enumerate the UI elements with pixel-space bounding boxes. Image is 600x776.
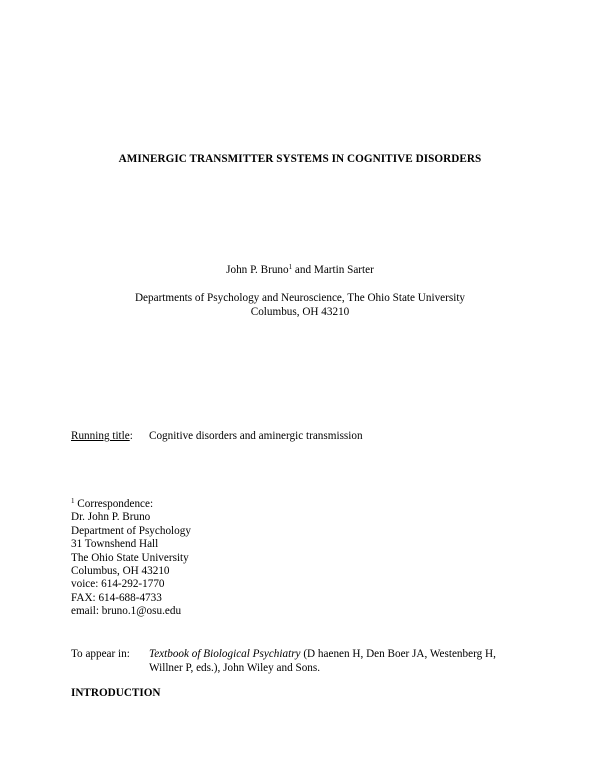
author-name-sarter: and Martin Sarter (294, 264, 374, 276)
editors-text: (D haenen H, Den Boer JA, Westenberg H, (303, 648, 496, 660)
running-title-label: Running title (71, 430, 130, 442)
to-appear-citation-line-2: Willner P, eds.), John Wiley and Sons. (149, 662, 321, 674)
correspondence-line: 31 Townshend Hall (71, 538, 159, 551)
correspondence-block (71, 497, 191, 618)
to-appear-label: To appear in: (71, 648, 130, 660)
correspondence-label: Correspondence: (77, 498, 154, 510)
footnote-marker: 1 (288, 263, 293, 271)
correspondence-line: FAX: 614-688-4733 (71, 591, 162, 604)
author-name-bruno: John P. Bruno (226, 264, 289, 276)
affiliation-line-1: Departments of Psychology and Neuroscience, The Ohio State University (134, 292, 466, 304)
correspondence-line: Columbus, OH 43210 (71, 564, 170, 577)
correspondence-line: Department of Psychology (71, 524, 191, 537)
correspondence-email: email: bruno.1@osu.edu (71, 605, 182, 618)
correspondence-line: Dr. John P. Bruno (71, 511, 151, 524)
to-appear-citation-line-1 (149, 647, 496, 661)
running-title-row (71, 429, 133, 443)
correspondence-marker: 1 (71, 497, 75, 505)
paper-title: AMINERGIC TRANSMITTER SYSTEMS IN COGNITIVE DISORDERS (118, 153, 482, 165)
correspondence-line: The Ohio State University (71, 551, 189, 564)
author-line (0, 263, 600, 277)
correspondence-label-row (71, 497, 191, 510)
running-title-colon: : (129, 430, 133, 442)
running-title-value: Cognitive disorders and aminergic transmission (149, 430, 363, 442)
section-heading-introduction: INTRODUCTION (71, 687, 161, 699)
correspondence-line: voice: 614-292-1770 (71, 578, 165, 591)
affiliation-line-2: Columbus, OH 43210 (250, 306, 350, 318)
book-title: Textbook of Biological Psychiatry (149, 648, 301, 660)
